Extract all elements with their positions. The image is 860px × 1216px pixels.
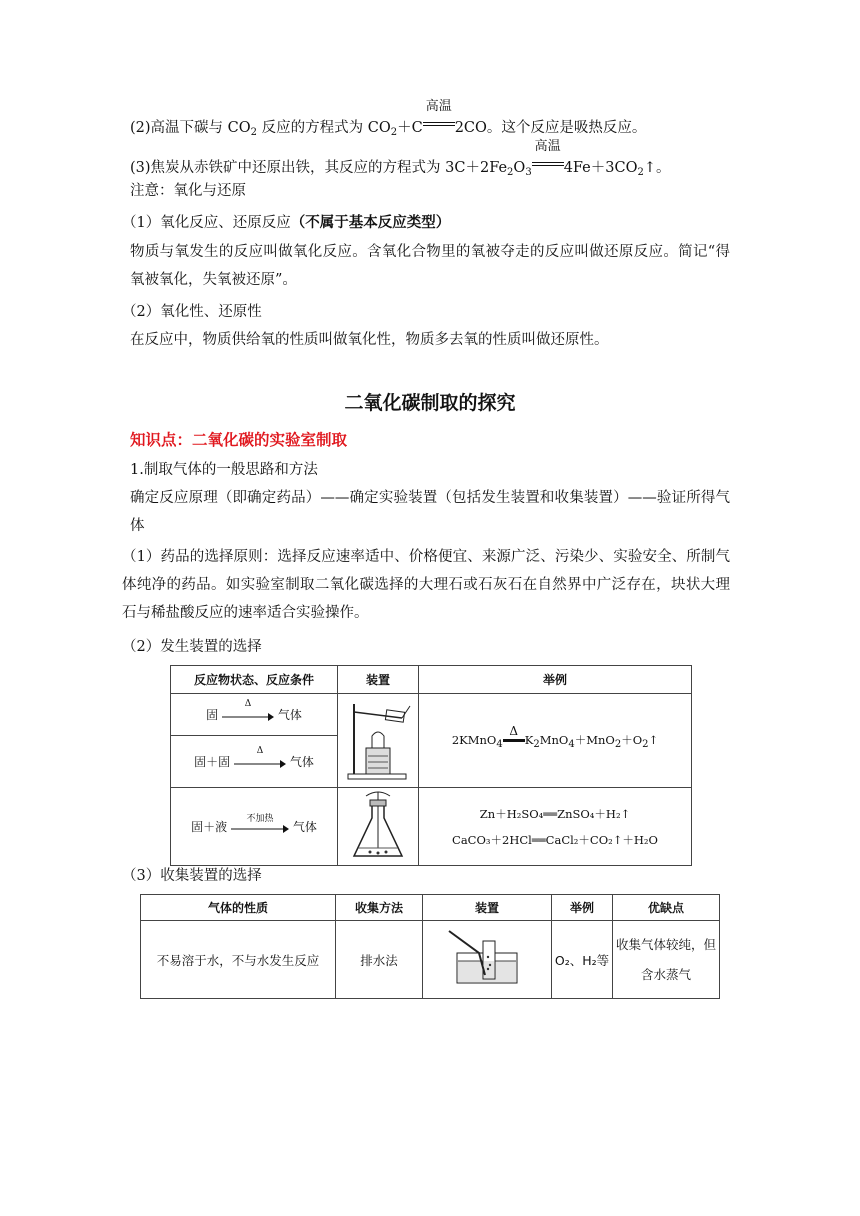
header-cell: 举例 bbox=[419, 666, 692, 694]
apparatus-cell bbox=[338, 694, 419, 788]
header-cell: 收集方法 bbox=[336, 895, 423, 921]
method-cell: 排水法 bbox=[336, 921, 423, 999]
condition-cell bbox=[171, 788, 338, 866]
text: 气体 bbox=[289, 755, 314, 769]
text: 2KMnO bbox=[451, 732, 497, 747]
arrow-label: Δ bbox=[256, 745, 264, 756]
condition-cell bbox=[171, 736, 338, 788]
text: 固＋固 bbox=[194, 755, 231, 769]
heat-condition bbox=[503, 724, 525, 742]
generator-table bbox=[170, 665, 692, 866]
arrow-label: 不加热 bbox=[246, 813, 274, 824]
subheading-oxidation bbox=[122, 213, 450, 233]
right-arrow-icon bbox=[234, 759, 286, 769]
text: ＋O bbox=[621, 732, 643, 747]
subscript: 3 bbox=[525, 167, 532, 178]
collector-heading: （3）收集装置的选择 bbox=[122, 868, 262, 884]
example-cell: O₂、H₂等 bbox=[552, 921, 613, 999]
header-cell: 装置 bbox=[423, 895, 552, 921]
bold-note: （不属于基本反应类型） bbox=[290, 215, 451, 231]
step-2-body: （1）药品的选择原则：选择反应速率适中、价格便宜、来源广泛、污染少、实验安全、所制气体纯净的药品。如实验室制取二氧化碳选择的大理石或石灰石在自然界中广泛存在，块状大理石与稀盐酸反应的速率适合实验操作。 bbox=[122, 549, 730, 621]
subscript: 2 bbox=[642, 738, 649, 750]
subscript: 2 bbox=[614, 738, 622, 750]
text: ＋MnO bbox=[574, 732, 615, 747]
text: 4Fe＋3CO bbox=[563, 160, 638, 176]
example-cell bbox=[419, 788, 692, 866]
text: (2)高温下碳与 CO bbox=[130, 120, 251, 136]
header-cell: 举例 bbox=[552, 895, 613, 921]
text: （1）氧化反应、还原反应 bbox=[122, 215, 291, 231]
apparatus-cell bbox=[423, 921, 552, 999]
equals-sign bbox=[532, 162, 564, 166]
text: 气体 bbox=[292, 820, 317, 834]
subheading-oxidizing: （2）氧化性、还原性 bbox=[122, 304, 262, 320]
arrow bbox=[222, 698, 274, 721]
right-arrow-icon bbox=[231, 824, 289, 834]
knowledge-point-heading: 知识点：二氧化碳的实验室制取 bbox=[130, 431, 348, 449]
paragraph-oxidizing: 在反应中，物质供给氧的性质叫做氧化性，物质多去氧的性质叫做还原性。 bbox=[130, 332, 609, 348]
equals-sign bbox=[503, 739, 525, 742]
paragraph-oxidation: 物质与氧发生的反应叫做氧化反应。含氧化合物里的氧被夺走的反应叫做还原反应。简记“得氧被氧化，失氧被还原”。 bbox=[130, 244, 730, 288]
reaction-condition bbox=[423, 99, 455, 132]
subscript: 2 bbox=[637, 167, 644, 178]
step-1-body: 确定反应原理（即确定药品）——确定实验装置（包括发生装置和收集装置）——验证所得气体 bbox=[130, 490, 730, 534]
equation-calcium-carbonate: CaCO₃＋2HCl══CaCl₂＋CO₂↑＋H₂O bbox=[452, 832, 658, 847]
header-cell: 装置 bbox=[338, 666, 419, 694]
arrow bbox=[234, 745, 286, 768]
note-heading: 注意：氧化与还原 bbox=[130, 183, 246, 199]
text: 固 bbox=[206, 708, 219, 722]
example-cell bbox=[419, 694, 692, 788]
text: MnO bbox=[539, 732, 569, 747]
condition-label: Δ bbox=[509, 724, 519, 738]
text: 固＋液 bbox=[191, 820, 228, 834]
collector-table bbox=[140, 894, 720, 999]
arrow-label: Δ bbox=[244, 698, 252, 709]
equation-line-2 bbox=[130, 99, 647, 143]
header-cell: 气体的性质 bbox=[141, 895, 336, 921]
header-cell: 优缺点 bbox=[613, 895, 720, 921]
subscript: 2 bbox=[250, 127, 258, 138]
arrow bbox=[231, 813, 289, 833]
generator-heading: （2）发生装置的选择 bbox=[122, 639, 262, 655]
heating-apparatus-icon bbox=[342, 696, 414, 782]
conical-flask-icon bbox=[348, 788, 408, 862]
text: ↑。 bbox=[643, 160, 671, 176]
condition-cell bbox=[171, 694, 338, 736]
condition-label: 高温 bbox=[425, 99, 452, 114]
right-arrow-icon bbox=[222, 712, 274, 722]
subscript: 4 bbox=[568, 738, 575, 750]
text: 气体 bbox=[277, 708, 302, 722]
subscript: 2 bbox=[390, 127, 398, 138]
text: 2CO。这个反应是吸热反应。 bbox=[454, 120, 647, 136]
header-cell: 反应物状态、反应条件 bbox=[171, 666, 338, 694]
text: (3)焦炭从赤铁矿中还原出铁，其反应的方程式为 3C＋2Fe bbox=[130, 160, 508, 176]
pros-cons-cell: 收集气体较纯，但含水蒸气 bbox=[613, 921, 720, 999]
property-cell: 不易溶于水，不与水发生反应 bbox=[141, 921, 336, 999]
text: ↑ bbox=[648, 732, 659, 747]
equation-line-3 bbox=[130, 139, 671, 183]
section-title: 二氧化碳制取的探究 bbox=[344, 392, 516, 414]
step-1-heading: 1.制取气体的一般思路和方法 bbox=[130, 462, 318, 478]
subscript: 2 bbox=[533, 738, 540, 750]
text: K bbox=[524, 732, 534, 747]
equation-zinc: Zn＋H₂SO₄══ZnSO₄＋H₂↑ bbox=[479, 806, 631, 821]
subscript: 2 bbox=[507, 167, 514, 178]
condition-label: 高温 bbox=[534, 139, 561, 154]
text: ＋C bbox=[397, 120, 423, 136]
subscript: 4 bbox=[496, 738, 503, 750]
equals-sign bbox=[423, 122, 455, 126]
water-trough-icon bbox=[441, 927, 533, 989]
reaction-condition bbox=[532, 139, 564, 172]
text: 反应的方程式为 CO bbox=[257, 120, 391, 136]
text: O bbox=[513, 160, 526, 176]
apparatus-cell bbox=[338, 788, 419, 866]
